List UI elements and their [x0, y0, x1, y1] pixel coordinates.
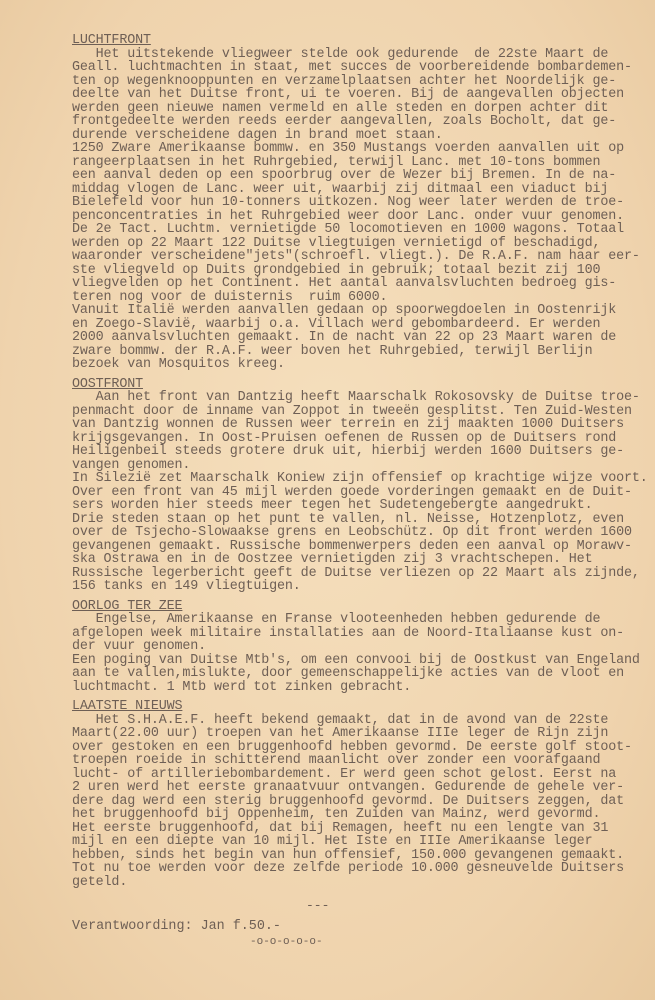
text-line: een aanval deden op een spoorbrug over de Wezer bij Bremen. In de na-: [72, 168, 617, 183]
text-line: zware bommw. der R.A.F. weer boven het Ruhrgebied, terwijl Berlijn: [72, 343, 593, 359]
section-laatste-nieuws: [72, 700, 652, 889]
text-line: durende verscheidene dagen in brand moet staan.: [72, 127, 443, 143]
text-line: Een poging van Duitse Mtb's, om een convooi bij de Oostkust van Engeland: [72, 652, 640, 668]
text-line: Geall. luchtmachten in staat, met succes de voorbereidende bombardemen-: [72, 60, 632, 75]
text-line: De 2e Tact. Luchtm. vernietigde 50 locomotieven en 1000 wagons. Totaal: [72, 222, 624, 237]
text-line: luchtmacht. 1 Mtb werd tot zinken gebracht.: [72, 679, 412, 695]
section-luchtfront: [72, 34, 652, 372]
text-line: werden op 22 Maart 122 Duitse vliegtuigen vernietigd of beschadigd,: [72, 235, 601, 251]
text-line: en Zoego-Slavië, waarbij o.a. Villach werd gebombardeerd. Er werden: [72, 316, 601, 332]
text-line: mijl en een diepte van 10 mijl. Het Iste en IIIe Amerikaanse leger: [72, 834, 593, 849]
text-line: 2000 aanvalsvluchten gemaakt. In de nacht van 22 op 23 Maart waren de: [72, 330, 617, 345]
text-line: Engelse, Amerikaanse en Franse vlooteenheden hebben gedurende de: [72, 612, 601, 627]
text-line: Maart(22.00 uur) troepen van het Amerikaanse IIIe leger de Rijn zijn: [72, 726, 609, 741]
section-heading: OOSTFRONT: [72, 376, 143, 392]
text-line: Het uitstekende vliegweer stelde ook gedurende de 22ste Maart de: [72, 46, 609, 62]
text-line: geteld.: [72, 874, 128, 890]
text-line: frontgedeelte werden reeds eerder aangevallen, zoals Bocholt, dat ge-: [72, 114, 617, 129]
document-body: [72, 34, 652, 949]
text-line: afgelopen week militaire installaties aan de Noord-Italiaanse kust on-: [72, 625, 624, 641]
text-line: dere dag werd een sterig bruggenhoofd gevormd. De Duitsers zeggen, dat: [72, 793, 624, 809]
text-line: gevangenen gemaakt. Russische bommenwerpers deden een aanval op Morawv-: [72, 538, 632, 554]
text-line: van Dantzig wonnen de Russen weer terrein en zij maakten 1000 Duitsers: [72, 417, 624, 432]
text-line: ten op wegenknooppunten en verzamelplaatsen achter het Noordelijk ge-: [72, 73, 617, 89]
section-heading: OORLOG TER ZEE: [72, 598, 183, 614]
text-line: over gestoken en een bruggenhoofd hebben gevormd. De eerste golf stoot-: [72, 739, 632, 755]
text-line: lucht- of artilleriebombardement. Er werd geen schot gelost. Eerst na: [72, 766, 617, 782]
text-line: hebben, sinds het begin van hun offensief, 150.000 gevangenen gemaakt.: [72, 847, 624, 863]
text-line: over de Tsjecho-Slowaakse grens en Leobschütz. Op dit front werden 1600: [72, 525, 632, 540]
text-line: 156 tanks en 149 vliegtuigen.: [72, 579, 301, 594]
text-line: middag vlogen de Lanc. weer uit, waarbij zij ditmaal een viaduct bij: [72, 181, 609, 197]
text-line: rangeerplaatsen in het Ruhrgebied, terwijl Lanc. met 10-tons bommen: [72, 154, 601, 170]
text-line: Over een front van 45 mijl werden goede vorderingen gemaakt en de Duit-: [72, 484, 632, 500]
text-line: 2 uren werd het eerste granaatvuur ontvangen. Gedurende de gehele ver-: [72, 780, 624, 795]
end-mark: -o-o-o-o-o-: [250, 936, 323, 948]
text-line: Russische legerbericht geeft de Duitse verliezen op 22 Maart als zijnde,: [72, 565, 640, 581]
text-line: Tot nu toe werden voor deze zelfde periode 10.000 gesneuvelde Duitsers: [72, 861, 624, 876]
text-line: 1250 Zware Amerikaanse bommw. en 350 Mustangs voerden aanvallen uit op: [72, 141, 624, 156]
text-line: werden geen nieuwe namen vermeld en alle steden en dorpen achter dit: [72, 100, 609, 116]
section-oostfront: [72, 378, 652, 594]
text-line: In Silezië zet Maarschalk Koniew zijn offensief op krachtige wijze voort.: [72, 471, 648, 486]
text-line: Het eerste bruggenhoofd, dat bij Remagen, heeft nu een lengte van 31: [72, 820, 609, 836]
text-line: krijgsgevangen. In Oost-Pruisen oefenen de Russen op de Duitsers rond: [72, 430, 617, 446]
text-line: Bielefeld voor hun 10-tonners uitkozen. Nog weer later werden de troe-: [72, 195, 624, 210]
text-line: ska Ostrawa en in de Oostzee vernietigden zij 3 vrachtschepen. Het: [72, 552, 593, 567]
text-line: het bruggenhoofd bij Oppenheim, ten Zuiden van Mainz, werd gevormd.: [72, 807, 601, 822]
text-line: troepen roeide in schitterend maanlicht over zonder een voorafgaand: [72, 753, 601, 768]
text-line: Het S.H.A.E.F. heeft bekend gemaakt, dat in de avond van de 22ste: [72, 712, 609, 728]
text-line: teren nog voor de duisternis ruim 6000.: [72, 289, 388, 305]
text-line: Drie steden staan op het punt te vallen, nl. Neisse, Hotzenplotz, even: [72, 511, 624, 527]
text-line: Heiligenbeil steeds grotere druk uit, hierbij werden 1600 Duitsers ge-: [72, 444, 624, 459]
responsibility-note: Verantwoording: Jan f.50.-: [72, 919, 281, 934]
section-heading: LAATSTE NIEUWS: [72, 699, 183, 714]
text-line: penconcentraties in het Ruhrgebied weer door Lanc. onder vuur genomen.: [72, 208, 624, 224]
separator: ---: [306, 898, 330, 913]
text-line: bezoek van Mosquitos kreeg.: [72, 357, 285, 372]
text-line: ste vliegveld op Duits grondgebied in gebruik; totaal bezit zij 100: [72, 262, 601, 278]
text-line: penmacht door de inname van Zoppot in tweeën gesplitst. Ten Zuid-Westen: [72, 403, 632, 419]
section-oorlog-ter-zee: [72, 600, 652, 695]
text-line: vangen genomen.: [72, 457, 191, 473]
text-line: sers worden hier steeds meer tegen het Sudetengebergte aangedrukt.: [72, 498, 593, 513]
section-heading: LUCHTFRONT: [72, 33, 151, 48]
text-line: Vanuit Italië werden aanvallen gedaan op spoorwegdoelen in Oostenrijk: [72, 303, 617, 318]
text-line: aan te vallen,mislukte, door gemeenschappelijke acties van de vloot en: [72, 666, 624, 681]
text-line: waaronder verscheidene"jets"(schroefl. vliegt.). De R.A.F. nam haar eer-: [72, 249, 640, 264]
text-line: Aan het front van Dantzig heeft Maarschalk Rokosovsky de Duitse troe-: [72, 390, 640, 405]
text-line: der vuur genomen.: [72, 639, 207, 654]
text-line: deelte van het Duitse front, ui te voeren. Bij de aangevallen objecten: [72, 87, 624, 102]
text-line: vliegvelden op het Continent. Het aantal aanvalsvluchten bedroeg gis-: [72, 276, 617, 291]
